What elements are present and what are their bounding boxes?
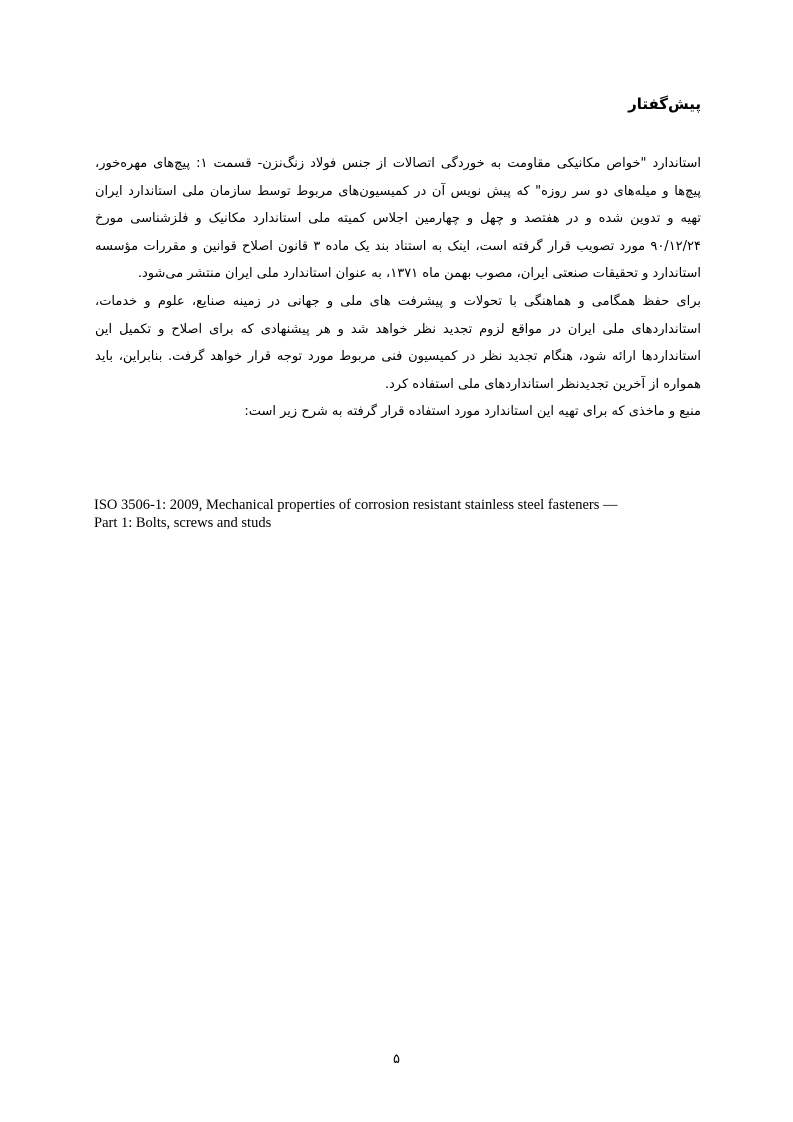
source-reference xyxy=(94,496,694,532)
paragraph-standard-intro: استاندارد "خواص مکانیکی مقاومت به خوردگی اتصالات از جنس فولاد زنگ‌نزن- قسمت ۱: پیچ‌های مهره‌خور، پیچ‌ها و میله‌های دو سر روزه" که پیش نویس آن در کمیسیون‌های مربوط توسط سازمان ملی استاندارد ایران تهیه و تدوین شده و در هفتصد و چهل و چهارمین اجلاس کمیته ملی استاندارد مکانیک و فلزشناسی مورخ ۹۰/۱۲/۲۴ مورد تصویب قرار گرفته است، اینک به استناد بند یک ماده ۳ قانون اصلاح قوانین و مقررات مؤسسه استاندارد و تحقیقات صنعتی ایران، مصوب بهمن ماه ۱۳۷۱، به عنوان استاندارد ملی ایران منتشر می‌شود. xyxy=(95,156,701,282)
paragraph-revision-policy: برای حفظ همگامی و هماهنگی با تحولات و پیشرفت های ملی و جهانی در زمینه صنایع، علوم و خدمات، استانداردهای ملی ایران در مواقع لزوم تجدید نظر خواهد شد و هر پیشنهادی که برای اصلاح و تکمیل این استانداردها ارائه شود، هنگام تجدید نظر در کمیسیون فنی مربوط مورد توجه قرار خواهد گرفت. بنابراین، باید همواره از آخرین تجدیدنظر استانداردهای ملی استفاده کرد. xyxy=(95,293,701,392)
source-reference-line-1: ISO 3506-1: 2009, Mechanical properties of corrosion resistant stainless steel fasteners — xyxy=(94,497,618,513)
source-intro: منبع و ماخذی که برای تهیه این استاندارد مورد استفاده قرار گرفته به شرح زیر است: xyxy=(244,404,701,420)
page-number: ۵ xyxy=(393,1052,400,1067)
page-title: پیش‌گفتار xyxy=(628,95,701,113)
source-reference-line-2: Part 1: Bolts, screws and studs xyxy=(94,515,272,531)
body-text xyxy=(95,150,701,426)
